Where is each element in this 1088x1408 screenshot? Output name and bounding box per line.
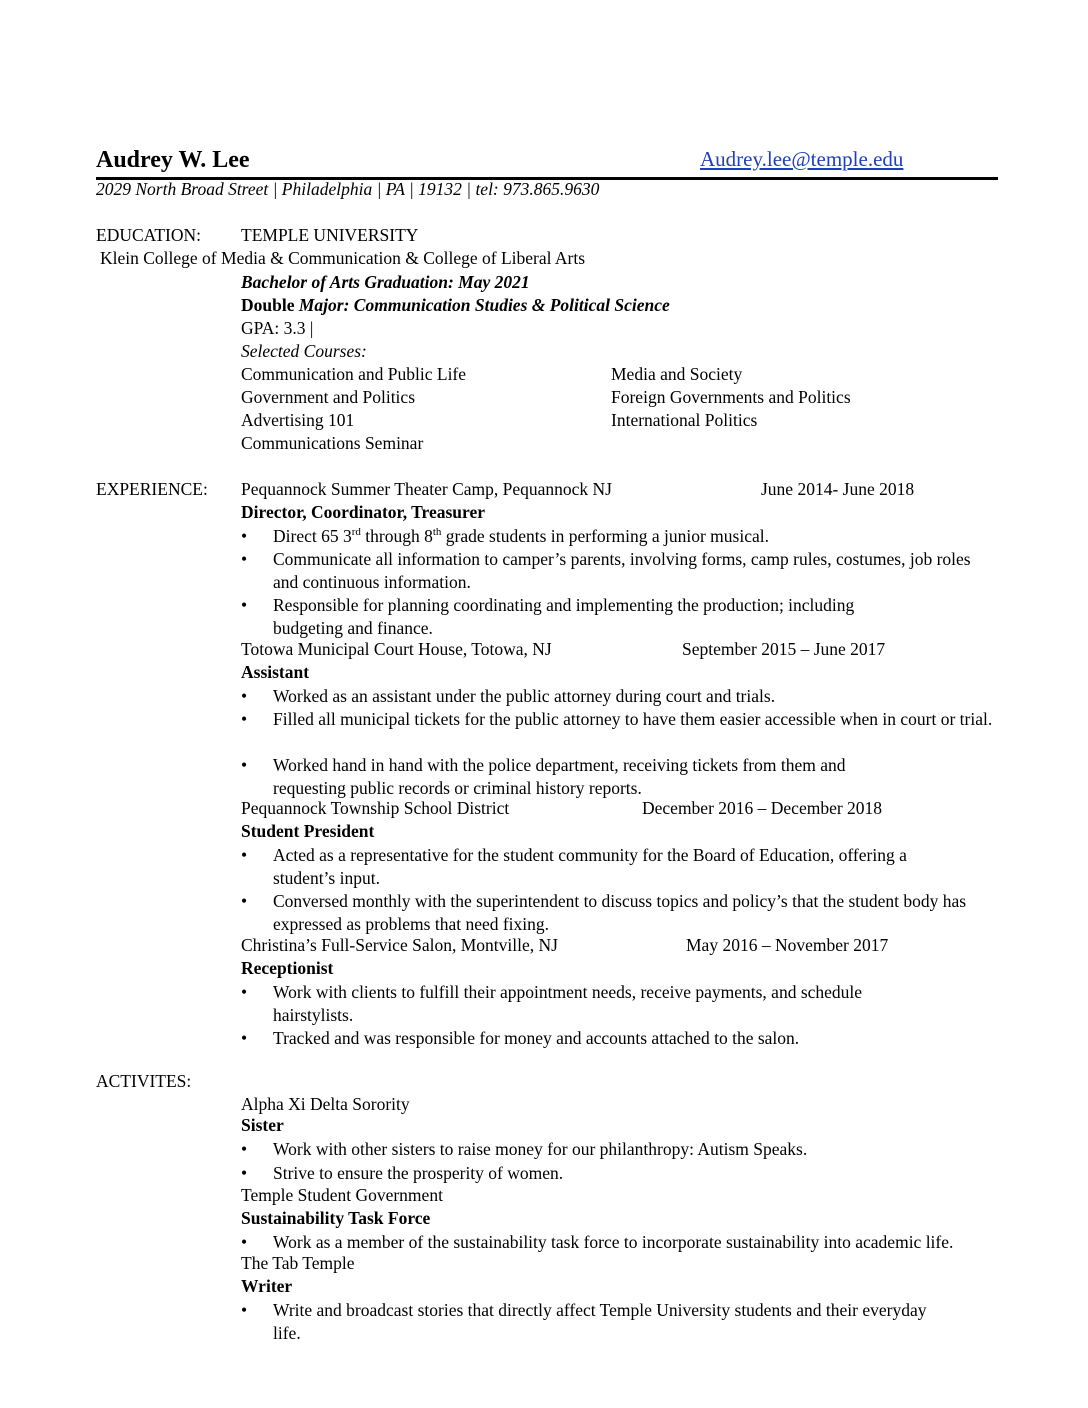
bullet-icon: • xyxy=(241,595,248,615)
major-line xyxy=(241,294,670,317)
activity-title: Writer xyxy=(241,1276,293,1296)
bullet-text: Acted as a representative for the student community for the Board of Education, offering a student’s input. xyxy=(273,845,907,888)
school-name: TEMPLE UNIVERSITY xyxy=(241,225,419,245)
bullet-icon: • xyxy=(241,1028,248,1048)
job-title: Receptionist xyxy=(241,958,334,978)
activities-heading: ACTIVITES: xyxy=(96,1071,192,1091)
course-item: International Politics xyxy=(611,410,758,430)
bullet-text: Strive to ensure the prosperity of women. xyxy=(273,1163,564,1183)
course-item: Advertising 101 xyxy=(241,410,355,430)
bullet-icon: • xyxy=(241,526,248,546)
major: Major: Communication Studies & Political Science xyxy=(298,295,670,315)
bullet-text: Communicate all information to camper’s parents, involving forms, camp rules, costumes, job roles and continuous information. xyxy=(273,549,971,592)
activity-title: Sister xyxy=(241,1115,284,1135)
job-org: Pequannock Summer Theater Camp, Pequannock NJ xyxy=(241,479,612,499)
bullet-icon: • xyxy=(241,1163,248,1183)
course-item: Government and Politics xyxy=(241,387,416,407)
bullet-text: Work as a member of the sustainability task force to incorporate sustainability into academic life. xyxy=(273,1232,954,1252)
bullet-icon: • xyxy=(241,1139,248,1159)
college-name: Klein College of Media & Communication & College of Liberal Arts xyxy=(100,248,586,268)
bullet-icon: • xyxy=(241,755,248,775)
job-dates: September 2015 – June 2017 xyxy=(682,639,886,659)
bullet-text: Responsible for planning coordinating and implementing the production; including budgeting and finance. xyxy=(273,595,855,638)
activity-org: Temple Student Government xyxy=(241,1185,443,1205)
bullet-icon: • xyxy=(241,549,248,569)
bullet-text: Work with other sisters to raise money for our philanthropy: Autism Speaks. xyxy=(273,1139,808,1159)
bullet-text: Worked hand in hand with the police department, receiving tickets from them and requesting public records or criminal history reports. xyxy=(273,755,846,798)
bullet-text: Tracked and was responsible for money and accounts attached to the salon. xyxy=(273,1028,800,1048)
bullet-text: Direct 65 3rd through 8th grade students in performing a junior musical. xyxy=(273,526,769,546)
bullet-icon: • xyxy=(241,982,248,1002)
bullet-text: Write and broadcast stories that directly affect Temple University students and their everyday life. xyxy=(273,1300,927,1343)
bullet-icon: • xyxy=(241,1232,248,1252)
bullet-icon: • xyxy=(241,891,248,911)
job-org: Totowa Municipal Court House, Totowa, NJ xyxy=(241,639,552,659)
job-title: Director, Coordinator, Treasurer xyxy=(241,502,486,522)
courses-label: Selected Courses: xyxy=(241,341,367,361)
bullet-icon: • xyxy=(241,686,248,706)
bullet-text: Work with clients to fulfill their appointment needs, receive payments, and schedule hairstylists. xyxy=(273,982,863,1025)
bullet-icon: • xyxy=(241,1300,248,1320)
resume-name: Audrey W. Lee xyxy=(96,147,250,173)
job-dates: June 2014- June 2018 xyxy=(761,479,915,499)
job-dates: May 2016 – November 2017 xyxy=(686,935,889,955)
address-line: 2029 North Broad Street | Philadelphia | PA | 19132 | tel: 973.865.9630 xyxy=(96,179,600,199)
education-heading: EDUCATION: xyxy=(96,225,201,245)
degree: Bachelor of Arts Graduation: May 2021 xyxy=(241,272,530,292)
email-link[interactable]: Audrey.lee@temple.edu xyxy=(700,147,904,171)
activity-title: Sustainability Task Force xyxy=(241,1208,431,1228)
bullet-text: Filled all municipal tickets for the public attorney to have them easier accessible when in court or trial. xyxy=(273,709,993,729)
activity-org: Alpha Xi Delta Sorority xyxy=(241,1094,410,1114)
job-title: Student President xyxy=(241,821,375,841)
job-dates: December 2016 – December 2018 xyxy=(642,798,883,818)
job-title: Assistant xyxy=(241,662,310,682)
bullet-icon: • xyxy=(241,709,248,729)
activity-org: The Tab Temple xyxy=(241,1253,355,1273)
job-org: Pequannock Township School District xyxy=(241,798,510,818)
course-item: Media and Society xyxy=(611,364,743,384)
major-prefix: Double xyxy=(241,295,295,315)
course-item: Communication and Public Life xyxy=(241,364,467,384)
course-item: Communications Seminar xyxy=(241,433,424,453)
experience-heading: EXPERIENCE: xyxy=(96,479,208,499)
gpa: GPA: 3.3 | xyxy=(241,318,314,338)
bullet-text: Worked as an assistant under the public attorney during court and trials. xyxy=(273,686,776,706)
job-org: Christina’s Full-Service Salon, Montville, NJ xyxy=(241,935,558,955)
course-item: Foreign Governments and Politics xyxy=(611,387,851,407)
bullet-text: Conversed monthly with the superintendent to discuss topics and policy’s that the student body has expressed as problems that need fixing. xyxy=(273,891,967,934)
bullet-icon: • xyxy=(241,845,248,865)
